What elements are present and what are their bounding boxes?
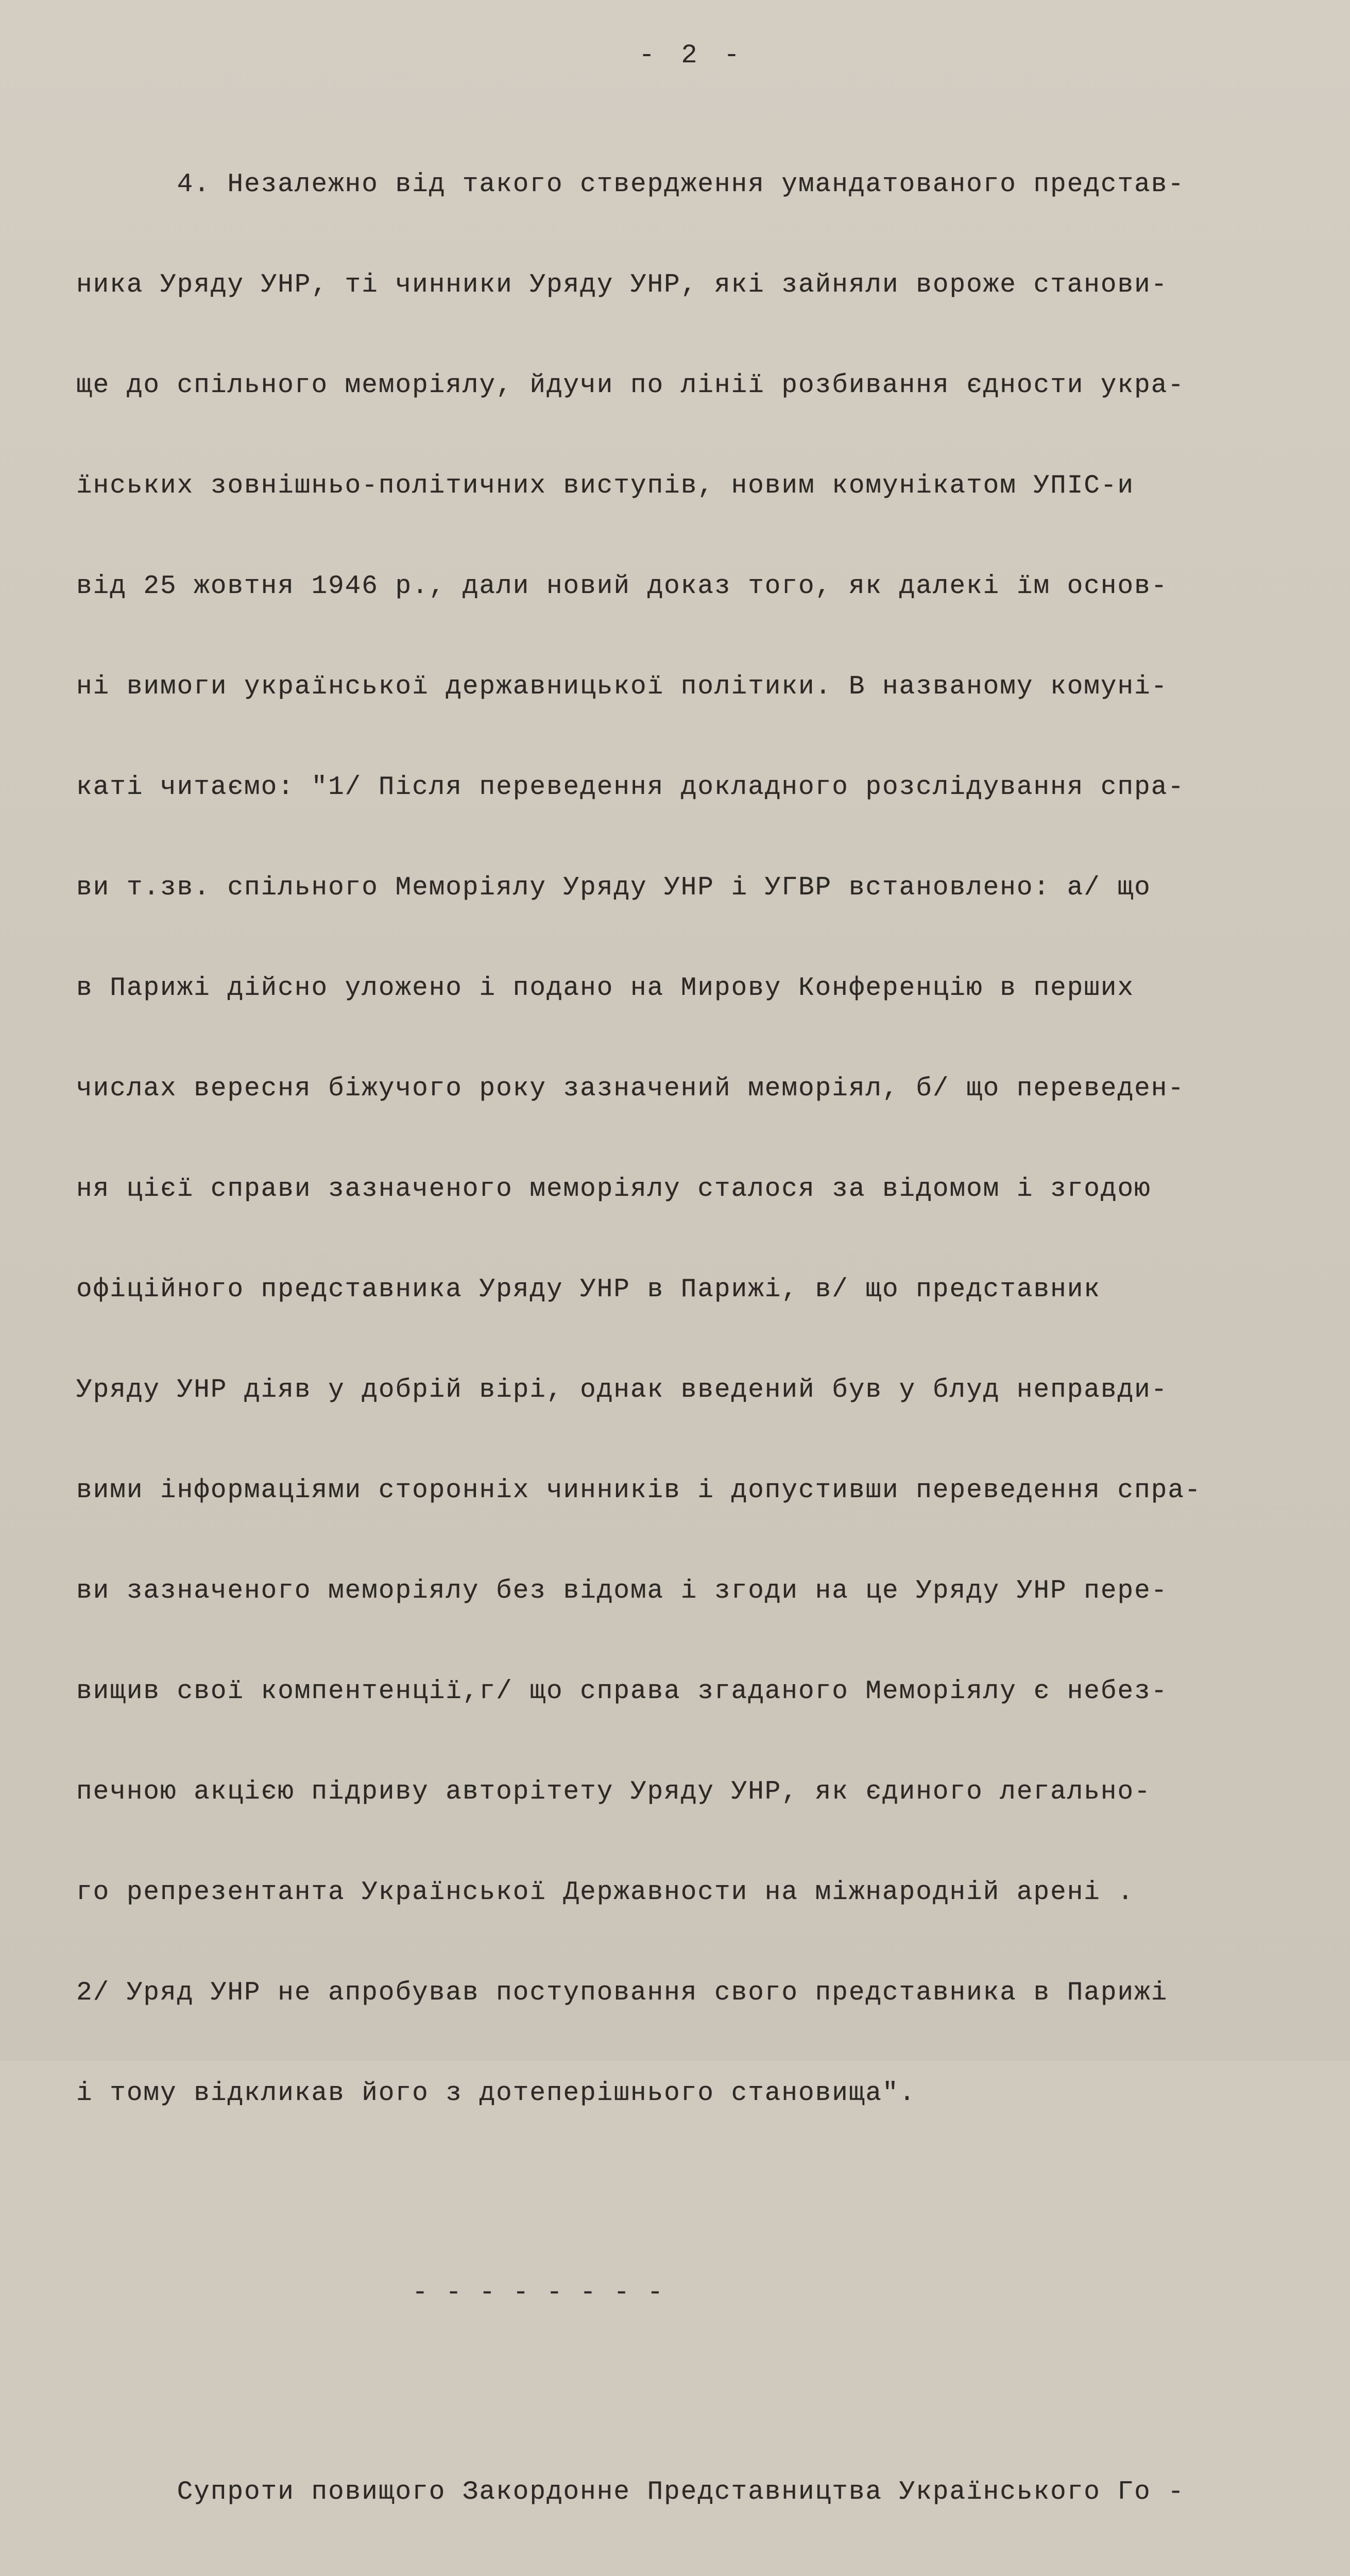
text-line: офіційного представника Уряду УНР в Парижі, в/ що представник: [76, 1275, 1101, 1304]
document-body: [76, 101, 1302, 2576]
text-line: ника Уряду УНР, ті чинники Уряду УНР, які зайняли вороже станови-: [76, 270, 1168, 300]
blank-line: [76, 2377, 1302, 2409]
text-line: ні вимоги української державницької політики. В названому комуні-: [76, 672, 1168, 702]
text-line: вими інформаціями сторонніх чинників і допустивши переведення спра-: [76, 1476, 1202, 1505]
text-line: їнських зовнішньо-політичних виступів, новим комунікатом УПІС-и: [76, 471, 1135, 501]
text-line: 2/ Уряд УНР не апробував поступовання свого представника в Парижі: [76, 1978, 1168, 2008]
text-line: Уряду УНР діяв у добрій вірі, однак введений був у блуд неправди-: [76, 1376, 1168, 1405]
section-separator: - - - - - - - -: [76, 2278, 664, 2308]
page-number: - 2 -: [639, 40, 745, 71]
text-line: вищив свої компентенції,г/ що справа згаданого Меморіялу є небез-: [76, 1677, 1168, 1706]
text-line: ня цієї справи зазначеного меморіялу сталося за відомом і згодою: [76, 1175, 1151, 1204]
text-line: ще до спільного меморіялу, йдучи по лінії розбивання єдности укра-: [76, 371, 1185, 400]
text-line: в Парижі дійсно уложено і подано на Мирову Конференцію в перших: [76, 974, 1135, 1003]
text-line: числах вересня біжучого року зазначений меморіял, б/ що переведен-: [76, 1074, 1185, 1104]
text-line: 4. Незалежно від такого ствердження умандатованого представ-: [76, 170, 1185, 199]
text-line: каті читаємо: "1/ Після переведення докладного розслідування спра-: [76, 773, 1185, 802]
text-line: го репрезентанта Української Державности на міжнародній арені .: [76, 1878, 1135, 1907]
text-line: Супроти повищого Закордонне Представництва Українського Го -: [76, 2478, 1185, 2507]
text-line: ви зазначеного меморіялу без відома і згоди на це Уряду УНР пере-: [76, 1577, 1168, 1606]
text-line: ви т.зв. спільного Меморіялу Уряду УНР і УГВР встановлено: а/ що: [76, 873, 1151, 903]
text-line: і тому відкликав його з дотеперішнього становища".: [76, 2079, 916, 2108]
text-line: від 25 жовтня 1946 р., дали новий доказ того, як далекі їм основ-: [76, 572, 1168, 601]
blank-line: [76, 2177, 1302, 2209]
text-line: печною акцією підриву авторітету Уряду УНР, як єдиного легально-: [76, 1777, 1151, 1807]
